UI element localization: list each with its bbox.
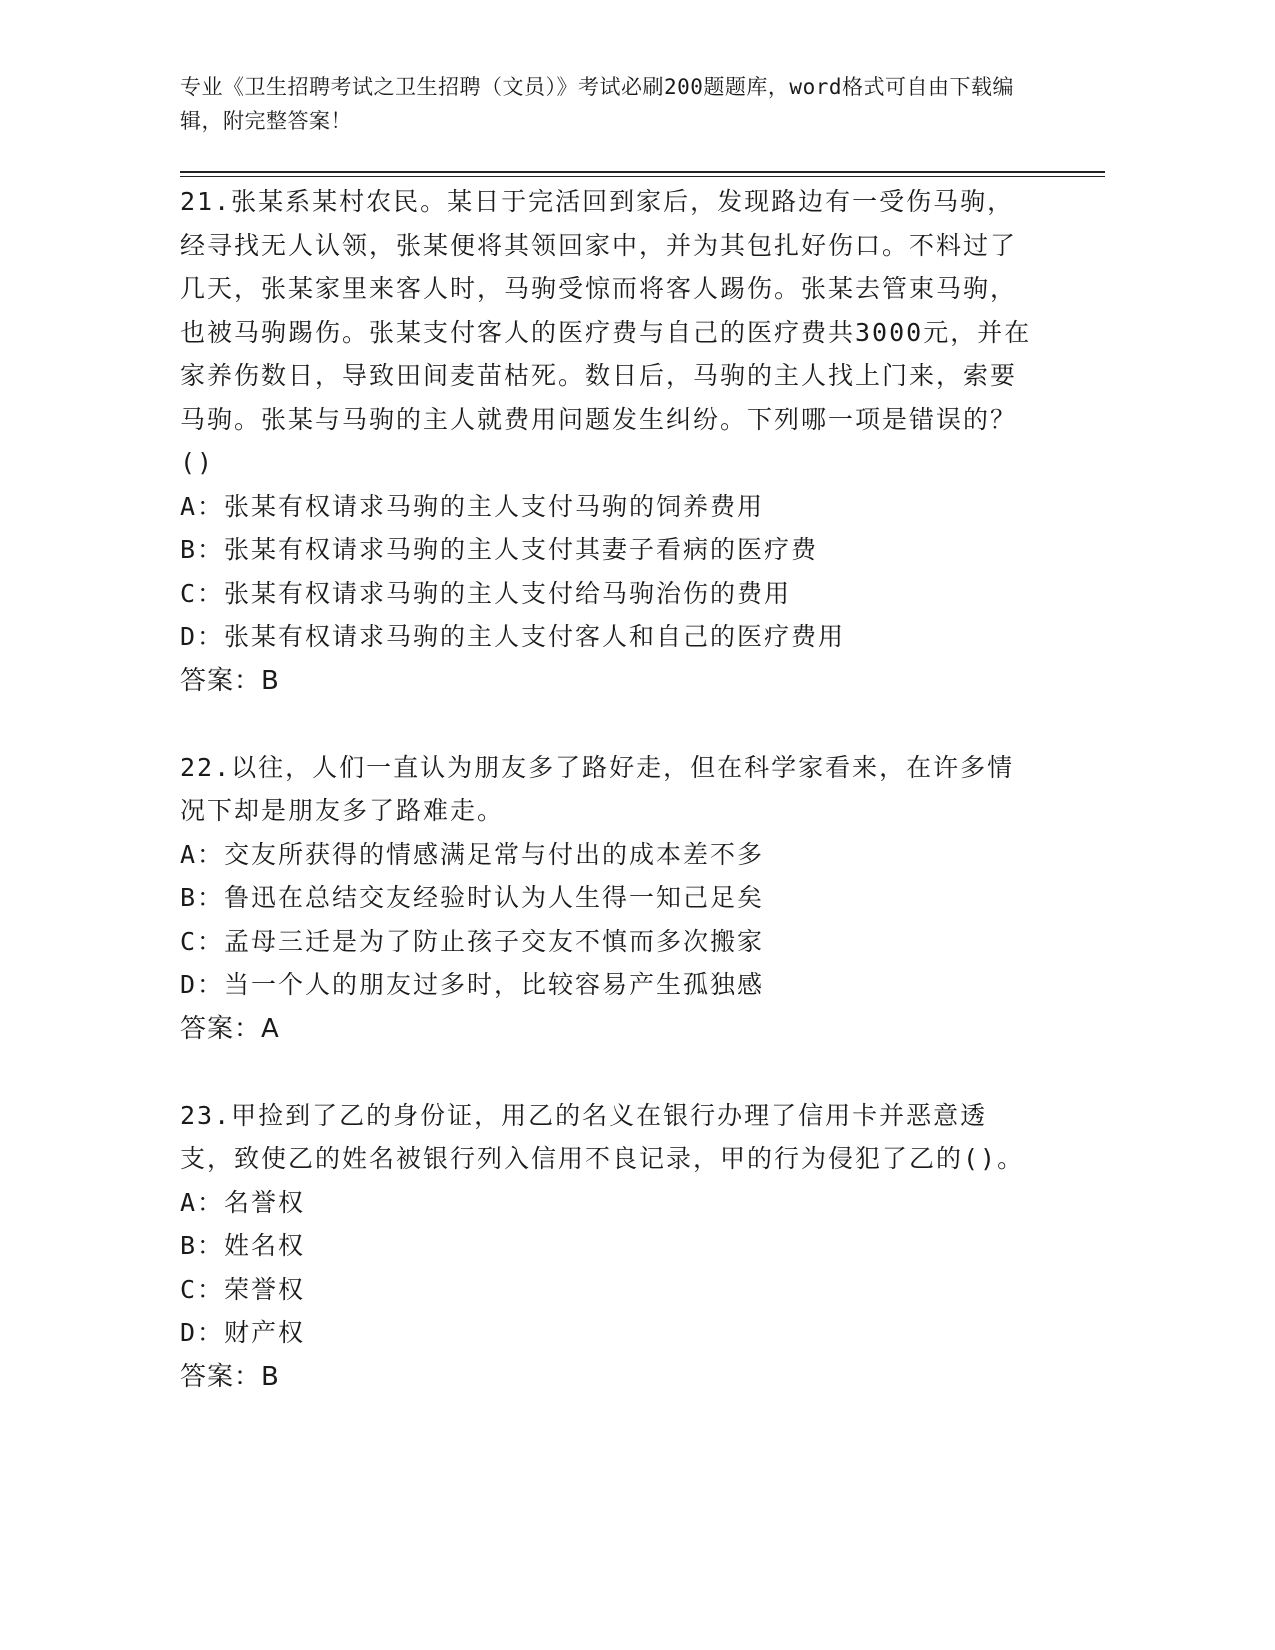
- question-stem: 21.张某系某村农民。某日于完活回到家后，发现路边有一受伤马驹，经寻找无人认领，张某便将其领回家中，并为其包扎好伤口。不料过了几天，张某家里来客人时，马驹受惊而将客人踢伤。张某去管束马驹，也被马驹踢伤。张某支付客人的医疗费与自己的医疗费共3000元，并在家养伤数日，导致田间麦苗枯死。数日后，马驹的主人找上门来，索要马驹。张某与马驹的主人就费用问题发生纠纷。下列哪一项是错误的？(): [180, 187, 1032, 477]
- option-d: D：财产权: [180, 1318, 306, 1347]
- document-header: 专业《卫生招聘考试之卫生招聘（文员）》考试必刷200题题库，word格式可自由下载编辑，附完整答案！: [180, 75, 1014, 133]
- question-stem: 23.甲捡到了乙的身份证，用乙的名义在银行办理了信用卡并恶意透支，致使乙的姓名被银行列入信用不良记录，甲的行为侵犯了乙的()。: [180, 1100, 1025, 1173]
- question-gap: [180, 703, 1040, 746]
- option-c: C：张某有权请求马驹的主人支付给马驹治伤的费用: [180, 578, 792, 608]
- option-b: B：张某有权请求马驹的主人支付其妻子看病的医疗费: [180, 535, 819, 564]
- option-b: B：姓名权: [180, 1231, 306, 1260]
- option-a: A：交友所获得的情感满足常与付出的成本差不多: [180, 839, 765, 869]
- option-d: D：当一个人的朋友过多时，比较容易产生孤独感: [180, 970, 765, 999]
- question-gap: [180, 1051, 1040, 1094]
- option-a: A：名誉权: [180, 1187, 306, 1217]
- header-divider: [180, 171, 1105, 177]
- question-list: [180, 180, 1040, 1399]
- answer-label: 答案：A: [180, 1013, 280, 1044]
- option-c: C：孟母三迁是为了防止孩子交友不慎而多次搬家: [180, 926, 765, 956]
- answer-label: 答案：B: [180, 1361, 280, 1392]
- question-item: [180, 1094, 1040, 1399]
- answer-label: 答案：B: [180, 665, 280, 696]
- option-c: C：荣誉权: [180, 1274, 306, 1304]
- question-item: [180, 746, 1040, 1051]
- option-d: D：张某有权请求马驹的主人支付客人和自己的医疗费用: [180, 622, 846, 651]
- question-item: [180, 180, 1040, 703]
- question-stem: 22.以往，人们一直认为朋友多了路好走，但在科学家看来，在许多情况下却是朋友多了路难走。: [180, 752, 1015, 825]
- option-b: B：鲁迅在总结交友经验时认为人生得一知己足矣: [180, 883, 765, 912]
- option-a: A：张某有权请求马驹的主人支付马驹的饲养费用: [180, 491, 765, 521]
